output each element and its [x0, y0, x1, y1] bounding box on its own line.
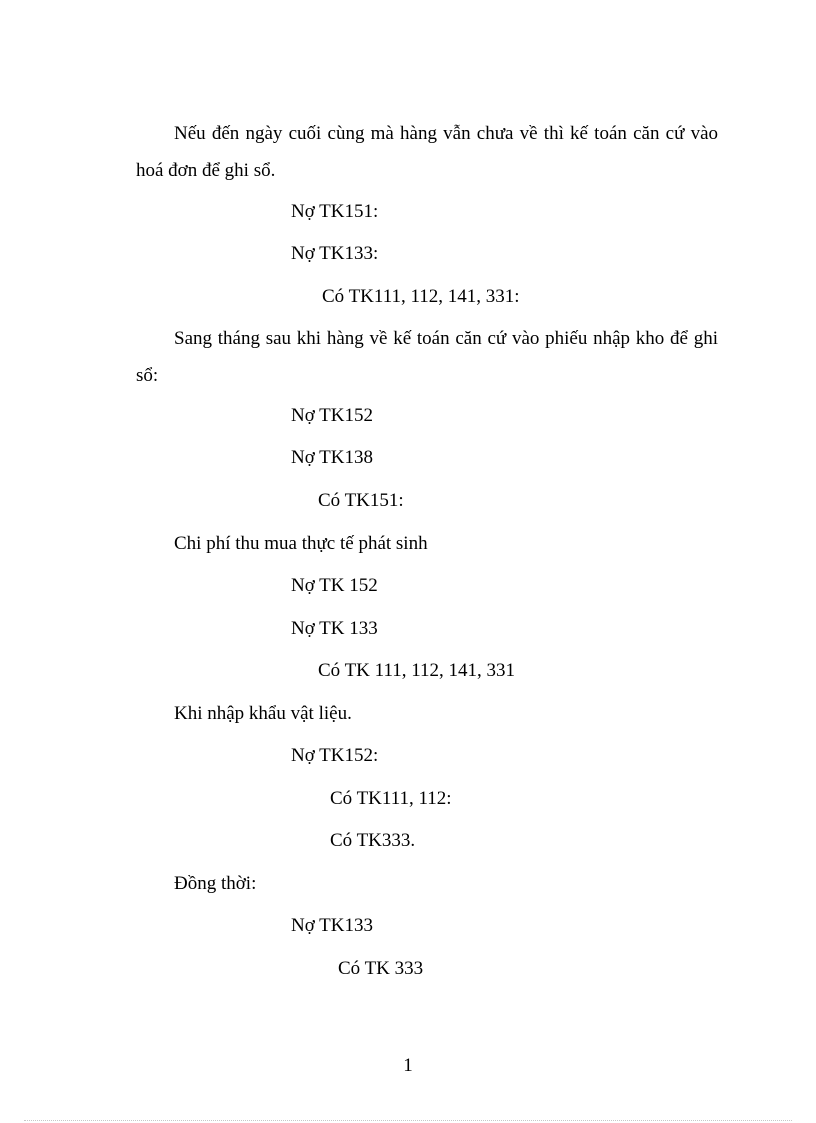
- entry3-debit-tk152: Nợ TK 152: [291, 575, 378, 596]
- entry4-credit-tk333: Có TK333.: [330, 830, 416, 851]
- entry4-credit-tk111: Có TK111, 112:: [330, 788, 452, 809]
- entry2-credit: Có TK151:: [318, 490, 404, 511]
- page-bottom-rule: [24, 1120, 792, 1121]
- entry1-credit: Có TK111, 112, 141, 331:: [322, 286, 520, 307]
- page-number: 1: [403, 1055, 413, 1076]
- entry3-credit: Có TK 111, 112, 141, 331: [318, 660, 516, 681]
- paragraph-simultaneously: Đồng thời:: [174, 873, 257, 894]
- paragraph-next-month: Sang tháng sau khi hàng về kế toán căn cứ vào phiếu nhập kho để ghi sổ:: [136, 328, 718, 386]
- entry4-debit-tk152: Nợ TK152:: [291, 745, 379, 766]
- entry5-credit-tk333: Có TK 333: [338, 958, 424, 979]
- entry2-debit-tk138: Nợ TK138: [291, 447, 374, 468]
- entry1-debit-tk151: Nợ TK151:: [291, 201, 379, 222]
- entry5-debit-tk133: Nợ TK133: [291, 915, 374, 936]
- entry2-debit-tk152: Nợ TK152: [291, 405, 374, 426]
- paragraph-goods-not-arrived: Nếu đến ngày cuối cùng mà hàng vẫn chưa về thì kế toán căn cứ vào hoá đơn để ghi sổ.: [136, 123, 718, 181]
- paragraph-import: Khi nhập khẩu vật liệu.: [174, 703, 352, 724]
- paragraph-purchase-costs: Chi phí thu mua thực tế phát sinh: [174, 533, 428, 554]
- entry3-debit-tk133: Nợ TK 133: [291, 618, 378, 639]
- entry1-debit-tk133: Nợ TK133:: [291, 243, 379, 264]
